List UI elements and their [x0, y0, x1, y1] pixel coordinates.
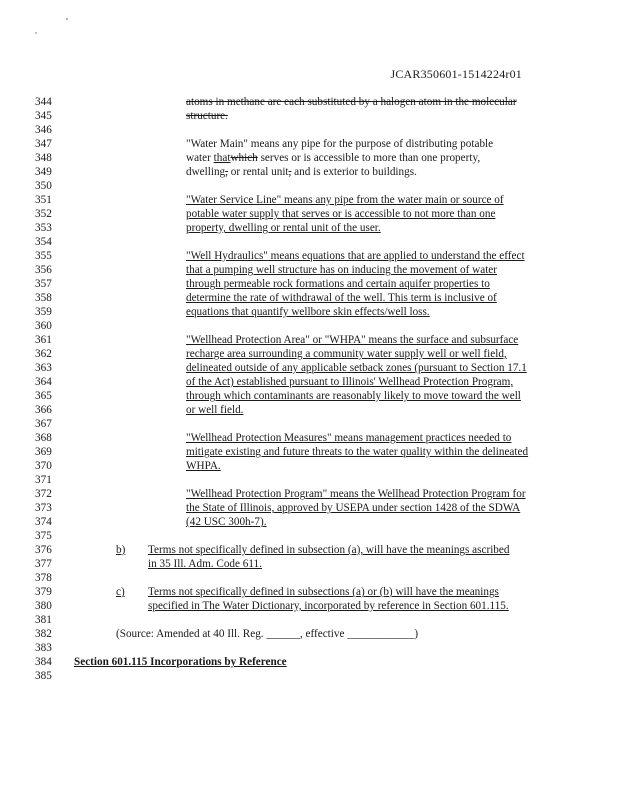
line-number: 376: [35, 544, 52, 556]
document-id: JCAR350601-1514224r01: [390, 67, 522, 81]
subsection-c-text: Terms not specifically defined in subsections (a) or (b) will have the meanings: [148, 586, 499, 598]
section-heading: Section 601.115 Incorporations by Reference: [74, 656, 287, 668]
definition-text-line: WHPA.: [186, 460, 221, 472]
inserted-text: that: [213, 152, 231, 164]
definition-text-line: of the Act) established pursuant to Illinois' Wellhead Protection Program,: [186, 376, 514, 388]
line-number: 348: [35, 152, 52, 164]
deleted-text: ,: [225, 166, 228, 178]
line-number: 355: [35, 250, 52, 262]
line-number: 383: [35, 642, 52, 654]
line-number: 359: [35, 306, 52, 318]
definition-text-line: recharge area surrounding a community water supply well or well field,: [186, 348, 507, 360]
source-note: (Source: Amended at 40 Ill. Reg. ______, effective ____________): [116, 628, 419, 640]
definition-water-main: "Water Main" means any pipe for the purpose of distributing potable: [186, 138, 494, 150]
definition-text-line: water thatwhich serves or is accessible to more than one property,: [186, 152, 481, 164]
definition-water-service-line: "Water Service Line" means any pipe from the water main or source of: [186, 194, 504, 206]
scan-specks: [34, 14, 74, 44]
definition-text-line: (42 USC 300h-7).: [186, 516, 267, 528]
definition-text-line: or well field.: [186, 404, 244, 416]
line-number: 350: [35, 180, 52, 192]
line-number: 366: [35, 404, 52, 416]
definition-text-line: through which contaminants are reasonably likely to move toward the well: [186, 390, 521, 402]
line-number: 353: [35, 222, 52, 234]
definition-whpa: "Wellhead Protection Area" or "WHPA" means the surface and subsurface: [186, 334, 519, 346]
line-number: 377: [35, 558, 52, 570]
line-number: 362: [35, 348, 52, 360]
definition-text-line: through permeable rock formations and certain aquifer properties to: [186, 278, 490, 290]
line-number: 371: [35, 474, 52, 486]
line-number: 352: [35, 208, 52, 220]
line-number: 374: [35, 516, 52, 528]
subsection-c-text: specified in The Water Dictionary, incorporated by reference in Section 601.115.: [148, 600, 509, 612]
subsection-label-c: c): [116, 586, 125, 598]
definition-text-line: potable water supply that serves or is accessible to not more than one: [186, 208, 496, 220]
line-number: 357: [35, 278, 52, 290]
struck-text: structure.: [186, 110, 228, 122]
definition-text-line: delineated outside of any applicable setback zones (pursuant to Section 17.1: [186, 362, 527, 374]
line-number: 361: [35, 334, 52, 346]
line-number: 385: [35, 670, 52, 682]
definition-text-line: property, dwelling or rental unit of the user.: [186, 222, 381, 234]
definition-text-line: equations that quantify wellbore skin effects/well loss.: [186, 306, 430, 318]
definition-text-line: the State of Illinois, approved by USEPA under section 1428 of the SDWA: [186, 502, 521, 514]
deleted-text: which: [230, 152, 258, 164]
line-number: 358: [35, 292, 52, 304]
line-number: 380: [35, 600, 52, 612]
line-number: 375: [35, 530, 52, 542]
line-number: 381: [35, 614, 52, 626]
line-number: 347: [35, 138, 52, 150]
line-number: 345: [35, 110, 52, 122]
line-number: 364: [35, 376, 52, 388]
definition-wellhead-measures: "Wellhead Protection Measures" means management practices needed to: [186, 432, 512, 444]
line-number: 351: [35, 194, 52, 206]
line-number: 369: [35, 446, 52, 458]
deleted-text: ,: [288, 166, 292, 178]
subsection-b-text: Terms not specifically defined in subsection (a), will have the meanings ascribed: [148, 544, 510, 556]
line-number: 379: [35, 586, 52, 598]
line-number: 370: [35, 460, 52, 472]
line-number: 368: [35, 432, 52, 444]
line-number: 356: [35, 264, 52, 276]
definition-text-line: mitigate existing and future threats to the water quality within the delineated: [186, 446, 529, 458]
definition-well-hydraulics: "Well Hydraulics" means equations that are applied to understand the effect: [186, 250, 525, 262]
line-number: 344: [35, 96, 52, 108]
line-number: 382: [35, 628, 52, 640]
subsection-label-b: b): [116, 544, 126, 556]
line-number: 378: [35, 572, 52, 584]
line-number: 346: [35, 124, 52, 136]
definition-text-line: dwelling, or rental unit, and is exterior to buildings.: [186, 166, 417, 178]
struck-text: atoms in methane are each substituted by a halogen atom in the molecular: [186, 96, 517, 108]
line-number: 349: [35, 166, 52, 178]
subsection-b-text: in 35 Ill. Adm. Code 611.: [148, 558, 262, 570]
line-number: 372: [35, 488, 52, 500]
line-number: 384: [35, 656, 52, 668]
line-number: 363: [35, 362, 52, 374]
definition-wellhead-program: "Wellhead Protection Program" means the Wellhead Protection Program for: [186, 488, 526, 500]
line-number: 360: [35, 320, 52, 332]
definition-text-line: that a pumping well structure has on inducing the movement of water: [186, 264, 497, 276]
line-number: 367: [35, 418, 52, 430]
line-number: 354: [35, 236, 52, 248]
definition-text-line: determine the rate of withdrawal of the well. This term is inclusive of: [186, 292, 497, 304]
line-number: 373: [35, 502, 52, 514]
line-number: 365: [35, 390, 52, 402]
